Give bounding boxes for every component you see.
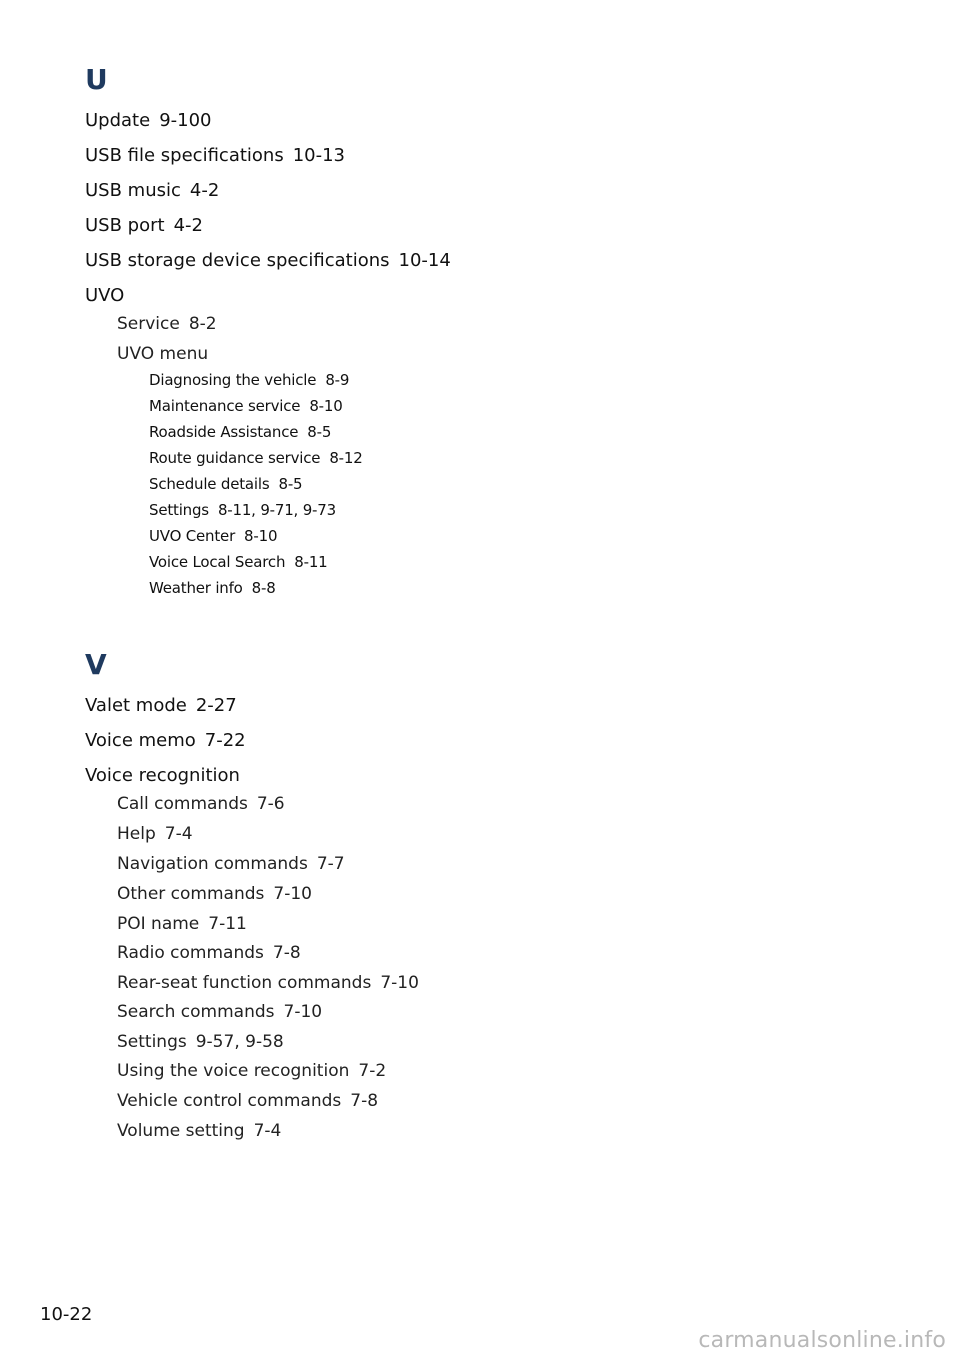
index-subsubentry bbox=[149, 503, 336, 518]
index-term: Schedule details bbox=[149, 475, 270, 493]
page-number: 10-22 bbox=[40, 1304, 93, 1325]
index-pages: 7-4 bbox=[164, 824, 193, 844]
index-term: Vehicle control commands bbox=[117, 1091, 342, 1111]
index-term: Maintenance service bbox=[149, 397, 301, 415]
index-term: Voice recognition bbox=[85, 765, 240, 786]
index-pages: 7-8 bbox=[272, 943, 301, 963]
index-term: Voice memo bbox=[85, 730, 196, 751]
index-term: Settings bbox=[117, 1032, 187, 1052]
index-pages: 7-6 bbox=[256, 794, 285, 814]
index-subentry bbox=[117, 826, 193, 843]
index-pages: 10-13 bbox=[292, 145, 346, 166]
index-term: Roadside Assistance bbox=[149, 423, 299, 441]
index-pages: 7-11 bbox=[208, 914, 247, 934]
index-term: Rear-seat function commands bbox=[117, 973, 372, 993]
section-letter-v: V bbox=[85, 648, 107, 681]
index-entry bbox=[85, 287, 124, 305]
index-term: Service bbox=[117, 314, 180, 334]
index-term: USB storage device specifications bbox=[85, 250, 390, 271]
index-entry bbox=[85, 147, 345, 165]
index-term: USB music bbox=[85, 180, 181, 201]
index-subentry bbox=[117, 1123, 281, 1140]
index-subsubentry bbox=[149, 399, 343, 414]
index-term: Route guidance service bbox=[149, 449, 321, 467]
index-pages: 7-2 bbox=[358, 1061, 387, 1081]
index-subentry bbox=[117, 316, 217, 333]
index-term: Update bbox=[85, 110, 151, 131]
index-term: UVO bbox=[85, 285, 125, 306]
index-pages: 7-4 bbox=[253, 1121, 282, 1141]
index-entry bbox=[85, 697, 237, 715]
index-subentry bbox=[117, 975, 419, 992]
index-term: Help bbox=[117, 824, 156, 844]
index-pages: 7-10 bbox=[380, 973, 419, 993]
index-term: Search commands bbox=[117, 1002, 275, 1022]
index-pages: 2-27 bbox=[195, 695, 237, 716]
index-term: Diagnosing the vehicle bbox=[149, 371, 317, 389]
index-pages: 7-8 bbox=[350, 1091, 379, 1111]
index-entry bbox=[85, 732, 246, 750]
index-pages: 10-14 bbox=[398, 250, 451, 271]
index-term: UVO menu bbox=[117, 344, 209, 364]
index-pages: 8-12 bbox=[329, 449, 363, 467]
section-letter-u: U bbox=[85, 63, 108, 96]
index-pages: 8-8 bbox=[251, 579, 276, 597]
index-term: Call commands bbox=[117, 794, 248, 814]
index-entry bbox=[85, 767, 240, 785]
index-pages: 7-7 bbox=[316, 854, 345, 874]
index-pages: 8-5 bbox=[278, 475, 303, 493]
index-term: Volume setting bbox=[117, 1121, 245, 1141]
index-subentry bbox=[117, 886, 312, 903]
index-subentry bbox=[117, 1093, 378, 1110]
index-subsubentry bbox=[149, 373, 349, 388]
index-subentry bbox=[117, 1063, 386, 1080]
index-term: USB port bbox=[85, 215, 165, 236]
index-subsubentry bbox=[149, 425, 331, 440]
index-subsubentry bbox=[149, 529, 277, 544]
index-subsubentry bbox=[149, 555, 328, 570]
index-term: Other commands bbox=[117, 884, 265, 904]
index-term: Using the voice recognition bbox=[117, 1061, 350, 1081]
index-pages: 9-100 bbox=[159, 110, 212, 131]
index-pages: 4-2 bbox=[173, 215, 203, 236]
index-pages: 8-5 bbox=[307, 423, 332, 441]
index-subsubentry bbox=[149, 581, 276, 596]
index-term: Voice Local Search bbox=[149, 553, 286, 571]
index-pages: 9-57, 9-58 bbox=[195, 1032, 284, 1052]
index-entry bbox=[85, 252, 451, 270]
index-term: POI name bbox=[117, 914, 200, 934]
index-subentry bbox=[117, 856, 345, 873]
index-term: Weather info bbox=[149, 579, 243, 597]
index-pages: 8-10 bbox=[244, 527, 278, 545]
index-term: Settings bbox=[149, 501, 209, 519]
index-subentry bbox=[117, 1004, 322, 1021]
index-entry bbox=[85, 112, 212, 130]
index-pages: 4-2 bbox=[189, 180, 220, 201]
index-subentry bbox=[117, 796, 285, 813]
index-pages: 8-11 bbox=[294, 553, 328, 571]
index-subentry bbox=[117, 1034, 284, 1051]
index-pages: 7-10 bbox=[273, 884, 312, 904]
index-subentry bbox=[117, 916, 247, 933]
index-subentry bbox=[117, 346, 208, 363]
index-subsubentry bbox=[149, 451, 363, 466]
index-term: Valet mode bbox=[85, 695, 187, 716]
index-pages: 8-11, 9-71, 9-73 bbox=[217, 501, 336, 519]
index-pages: 7-22 bbox=[204, 730, 246, 751]
index-term: UVO Center bbox=[149, 527, 236, 545]
index-pages: 8-9 bbox=[325, 371, 350, 389]
index-subsubentry bbox=[149, 477, 302, 492]
index-pages: 8-10 bbox=[309, 397, 343, 415]
index-pages: 7-10 bbox=[283, 1002, 323, 1022]
index-entry bbox=[85, 217, 203, 235]
index-pages: 8-2 bbox=[188, 314, 217, 334]
index-subentry bbox=[117, 945, 301, 962]
index-term: Radio commands bbox=[117, 943, 264, 963]
index-term: USB file specifications bbox=[85, 145, 284, 166]
index-term: Navigation commands bbox=[117, 854, 308, 874]
watermark: carmanualsonline.info bbox=[698, 1328, 946, 1353]
index-entry bbox=[85, 182, 219, 200]
